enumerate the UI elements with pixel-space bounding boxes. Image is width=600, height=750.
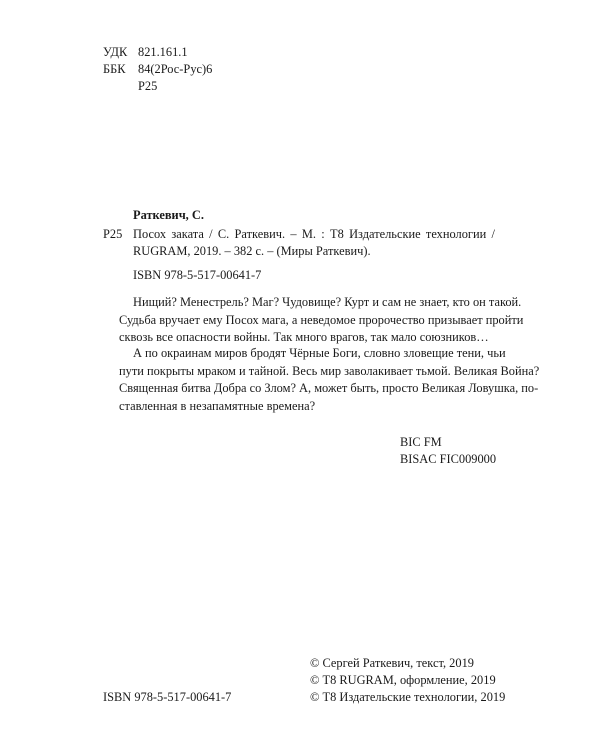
annotation-line: Нищий? Менестрель? Маг? Чудовище? Курт и сам не знает, кто он такой. bbox=[133, 295, 522, 309]
entry-author-mark: Р25 bbox=[103, 227, 123, 241]
footer-isbn: ISBN 978-5-517-00641-7 bbox=[103, 690, 232, 704]
annotation-line: пути покрыты мраком и тайной. Весь мир заволакивает тьмой. Великая Война? bbox=[119, 363, 540, 378]
annotation-line: А по окраинам миров бродят Чёрные Боги, словно зловещие тени, чьи bbox=[133, 346, 506, 360]
bbk-label: ББК bbox=[103, 62, 126, 76]
entry-line-1 bbox=[133, 226, 495, 243]
annotation-line: ставленная в незапамятные времена? bbox=[119, 398, 316, 413]
annotation-paragraph-2 bbox=[119, 345, 540, 415]
classification-block bbox=[103, 44, 303, 96]
bic-code: BIC FM bbox=[400, 435, 442, 449]
annotation-line: Судьба вручает ему Посох мага, а неведомое пророчество призывает пройти bbox=[119, 312, 524, 327]
entry-line-1-text: Посох заката / С. Раткевич. – М. : Т8 Издательские технологии / bbox=[133, 227, 495, 241]
copyright-line: © Т8 RUGRAM, оформление, 2019 bbox=[310, 673, 496, 687]
udk-label: УДК bbox=[103, 45, 128, 59]
entry-heading: Раткевич, С. bbox=[133, 208, 204, 222]
annotation-line: сквозь все опасности войны. Так много врагов, так мало союзников… bbox=[119, 330, 489, 344]
copyright-line: © Сергей Раткевич, текст, 2019 bbox=[310, 656, 474, 670]
annotation-line: Священная битва Добра со Злом? А, может быть, просто Великая Ловушка, по- bbox=[119, 381, 539, 395]
bbk-value: 84(2Рос-Рус)6 bbox=[138, 62, 213, 76]
bisac-code: BISAC FIC009000 bbox=[400, 452, 497, 466]
annotation-paragraph-1 bbox=[119, 294, 524, 347]
copyright-line: © Т8 Издательские технологии, 2019 bbox=[310, 690, 506, 704]
author-mark: Р25 bbox=[138, 79, 158, 93]
entry-isbn: ISBN 978-5-517-00641-7 bbox=[133, 268, 262, 282]
entry-line-2: RUGRAM, 2019. – 382 с. – (Миры Раткевич). bbox=[133, 244, 371, 258]
udk-value: 821.161.1 bbox=[138, 45, 188, 59]
